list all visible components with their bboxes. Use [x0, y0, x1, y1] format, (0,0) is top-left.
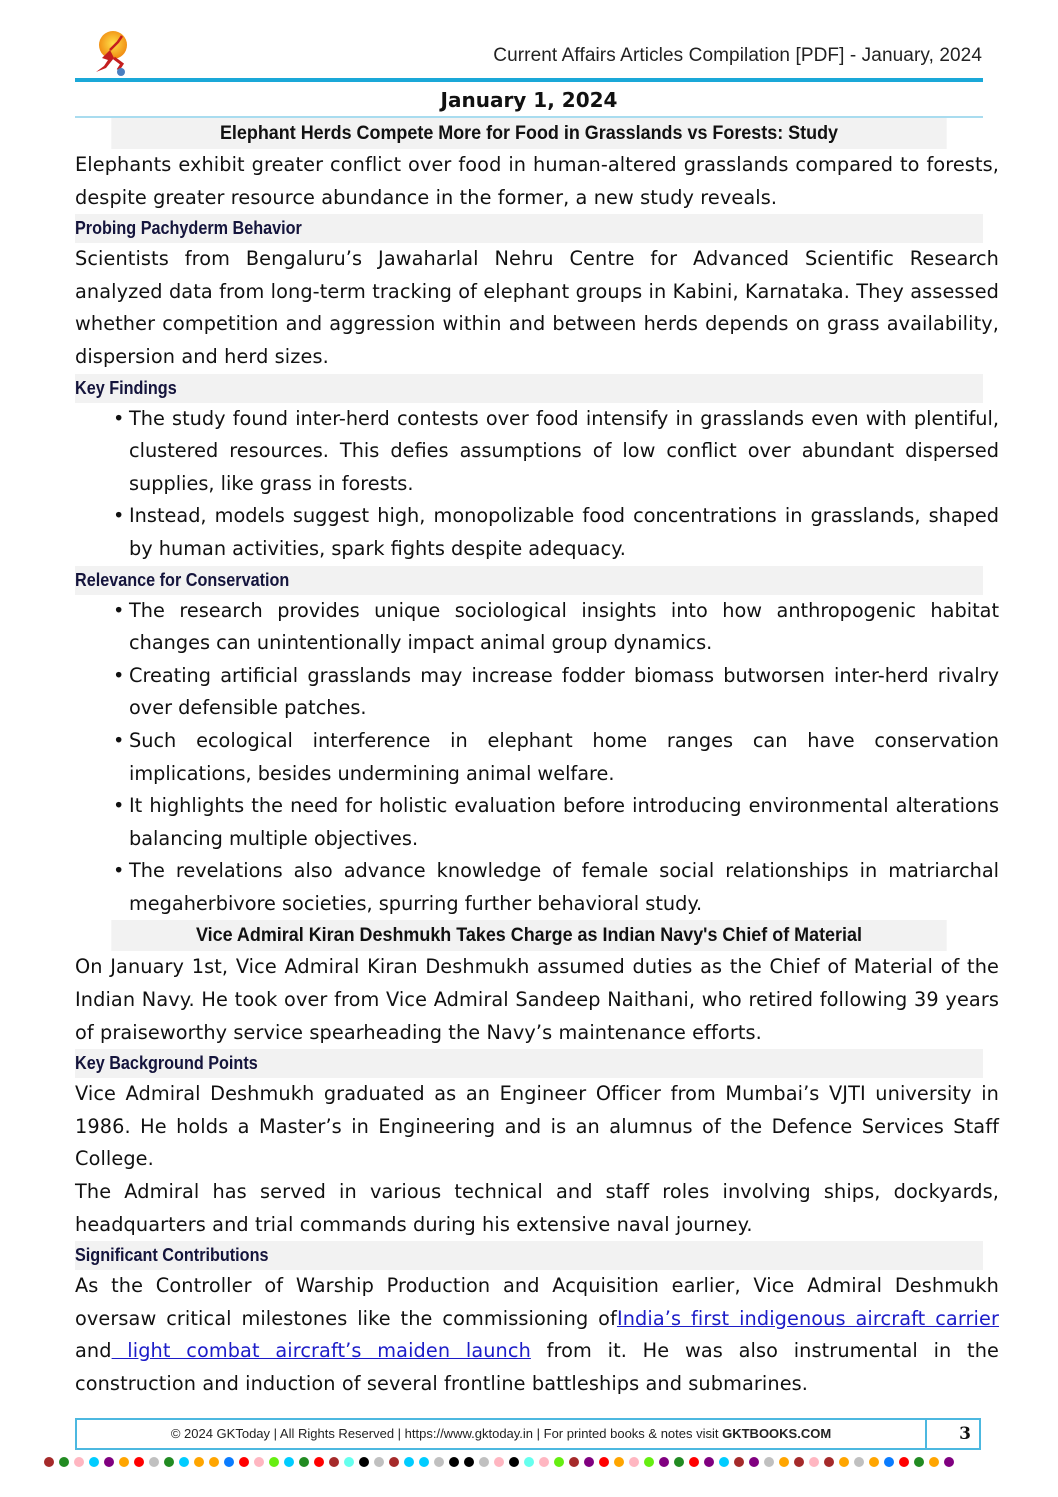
decorative-dot	[914, 1457, 924, 1467]
list-item: • It highlights the need for holistic evaluation before introducing environmental alterations balancing multiple objectives.	[129, 790, 999, 855]
decorative-dot	[149, 1457, 159, 1467]
paragraph-text: As the Controller of Warship Production and Acquisition earlier, Vice Admiral Deshmukh oversaw critical milestones like the commissioning of	[75, 1274, 999, 1330]
decorative-dot	[74, 1457, 84, 1467]
decorative-dot	[779, 1457, 789, 1467]
decorative-dot	[359, 1457, 369, 1467]
decorative-dot	[659, 1457, 669, 1467]
aircraft-carrier-link[interactable]: India’s first indigenous aircraft carrier	[616, 1306, 1000, 1330]
article-intro: On January 1st, Vice Admiral Kiran Deshmukh assumed duties as the Chief of Material of the Indian Navy. He took over from Vice Admiral Sandeep Naithani, who retired following 39 years of praiseworthy service spearheading the Navy’s maintenance efforts.	[75, 955, 999, 1044]
decorative-dot	[134, 1457, 144, 1467]
decorative-dot	[929, 1457, 939, 1467]
paragraph: Vice Admiral Deshmukh graduated as an Engineer Officer from Mumbai’s VJTI university in 1986. He holds a Master’s in Engineering and is an alumnus of the Defence Services Staff College.	[75, 1082, 999, 1171]
decorative-dot	[899, 1457, 909, 1467]
section-heading-text: Probing Pachyderm Behavior	[75, 218, 302, 239]
decorative-dot	[164, 1457, 174, 1467]
article-title: Elephant Herds Compete More for Food in Grasslands vs Forests: Study	[111, 118, 946, 149]
decorative-dot	[524, 1457, 534, 1467]
decorative-dot	[494, 1457, 504, 1467]
paragraph-text: and	[75, 1339, 112, 1363]
section-heading	[75, 566, 983, 595]
date-heading: January 1, 2024	[75, 84, 983, 118]
list-item: • Creating artificial grasslands may increase fodder biomass butworsen inter-herd rivalry over defensible patches.	[129, 660, 999, 725]
decorative-dot	[944, 1457, 954, 1467]
decorative-dot	[689, 1457, 699, 1467]
bullet-list	[75, 595, 999, 921]
decorative-dot	[404, 1457, 414, 1467]
decorative-dot	[554, 1457, 564, 1467]
decorative-dot-row	[44, 1457, 954, 1467]
decorative-dot	[389, 1457, 399, 1467]
lca-launch-link[interactable]: light combat aircraft’s maiden launch	[111, 1339, 531, 1363]
footer-copyright: © 2024 GKToday | All Rights Reserved | https://www.gktoday.in | For printed books & notes visit	[170, 1426, 723, 1441]
decorative-dot	[674, 1457, 684, 1467]
footer-text	[77, 1420, 925, 1448]
list-item: • The study found inter-herd contests over food intensify in grasslands even with plentiful, clustered resources. This defies assumptions of low conflict over abundant dispersed supplies, like grass in forests.	[129, 403, 999, 501]
list-item: • Instead, models suggest high, monopolizable food concentrations in grasslands, shaped by human activities, spark fights despite adequacy.	[129, 500, 999, 565]
article	[75, 118, 999, 920]
decorative-dot	[749, 1457, 759, 1467]
decorative-dot	[479, 1457, 489, 1467]
decorative-dot	[719, 1457, 729, 1467]
paragraph: Scientists from Bengaluru’s Jawaharlal Nehru Centre for Advanced Scientific Research analyzed data from long-term tracking of elephant groups in Kabini, Karnataka. They assessed whether competition and aggression within and between herds depends on grass availability, dispersion and herd sizes.	[75, 247, 999, 368]
decorative-dot	[854, 1457, 864, 1467]
decorative-dot	[419, 1457, 429, 1467]
decorative-dot	[299, 1457, 309, 1467]
decorative-dot	[839, 1457, 849, 1467]
decorative-dot	[599, 1457, 609, 1467]
header-divider	[75, 78, 983, 82]
article-title: Vice Admiral Kiran Deshmukh Takes Charge as Indian Navy's Chief of Material	[111, 920, 946, 951]
decorative-dot	[179, 1457, 189, 1467]
section-heading	[75, 1049, 983, 1078]
decorative-dot	[44, 1457, 54, 1467]
decorative-dot	[224, 1457, 234, 1467]
list-item: • The revelations also advance knowledge of female social relationships in matriarchal megaherbivore societies, spurring further behavioral study.	[129, 855, 999, 920]
decorative-dot	[629, 1457, 639, 1467]
section-heading-text: Key Findings	[75, 377, 177, 398]
decorative-dot	[704, 1457, 714, 1467]
article	[75, 920, 999, 1400]
decorative-dot	[734, 1457, 744, 1467]
decorative-dot	[809, 1457, 819, 1467]
page-footer	[75, 1418, 981, 1450]
decorative-dot	[314, 1457, 324, 1467]
section-heading	[75, 1241, 983, 1270]
decorative-dot	[119, 1457, 129, 1467]
bullet-list	[75, 403, 999, 566]
decorative-dot	[434, 1457, 444, 1467]
decorative-dot	[584, 1457, 594, 1467]
gktoday-logo-icon	[92, 28, 132, 78]
decorative-dot	[569, 1457, 579, 1467]
decorative-dot	[764, 1457, 774, 1467]
footer-website: GKTBOOKS.COM	[722, 1426, 832, 1441]
section-heading-text: Key Background Points	[75, 1053, 258, 1074]
decorative-dot	[794, 1457, 804, 1467]
decorative-dot	[449, 1457, 459, 1467]
decorative-dot	[269, 1457, 279, 1467]
section-heading-text: Relevance for Conservation	[75, 569, 290, 590]
decorative-dot	[344, 1457, 354, 1467]
decorative-dot	[194, 1457, 204, 1467]
decorative-dot	[539, 1457, 549, 1467]
section-heading	[75, 374, 983, 403]
paragraph-text: from it. He was also instrumental in the construction and induction of several frontline battleships and submarines.	[75, 1339, 1000, 1395]
decorative-dot	[464, 1457, 474, 1467]
section-heading-text: Significant Contributions	[75, 1245, 269, 1266]
decorative-dot	[329, 1457, 339, 1467]
paragraph	[75, 1270, 999, 1400]
decorative-dot	[254, 1457, 264, 1467]
article-intro: Elephants exhibit greater conflict over food in human-altered grasslands compared to forests, despite greater resource abundance in the former, a new study reveals.	[75, 153, 999, 209]
decorative-dot	[824, 1457, 834, 1467]
decorative-dot	[509, 1457, 519, 1467]
list-item: • The research provides unique sociological insights into how anthropogenic habitat changes can unintentionally impact animal group dynamics.	[129, 595, 999, 660]
decorative-dot	[869, 1457, 879, 1467]
decorative-dot	[284, 1457, 294, 1467]
decorative-dot	[104, 1457, 114, 1467]
decorative-dot	[644, 1457, 654, 1467]
document-header-title: Current Affairs Articles Compilation [PDF] - January, 2024	[493, 45, 982, 66]
paragraph: The Admiral has served in various technical and staff roles involving ships, dockyards, headquarters and trial commands during his extensive naval journey.	[75, 1180, 999, 1236]
decorative-dot	[374, 1457, 384, 1467]
decorative-dot	[884, 1457, 894, 1467]
decorative-dot	[59, 1457, 69, 1467]
page-number: 3	[925, 1420, 979, 1448]
decorative-dot	[209, 1457, 219, 1467]
section-heading	[75, 214, 983, 243]
decorative-dot	[239, 1457, 249, 1467]
decorative-dot	[614, 1457, 624, 1467]
decorative-dot	[89, 1457, 99, 1467]
list-item: • Such ecological interference in elephant home ranges can have conservation implications, besides undermining animal welfare.	[129, 725, 999, 790]
document-body	[75, 118, 999, 1401]
